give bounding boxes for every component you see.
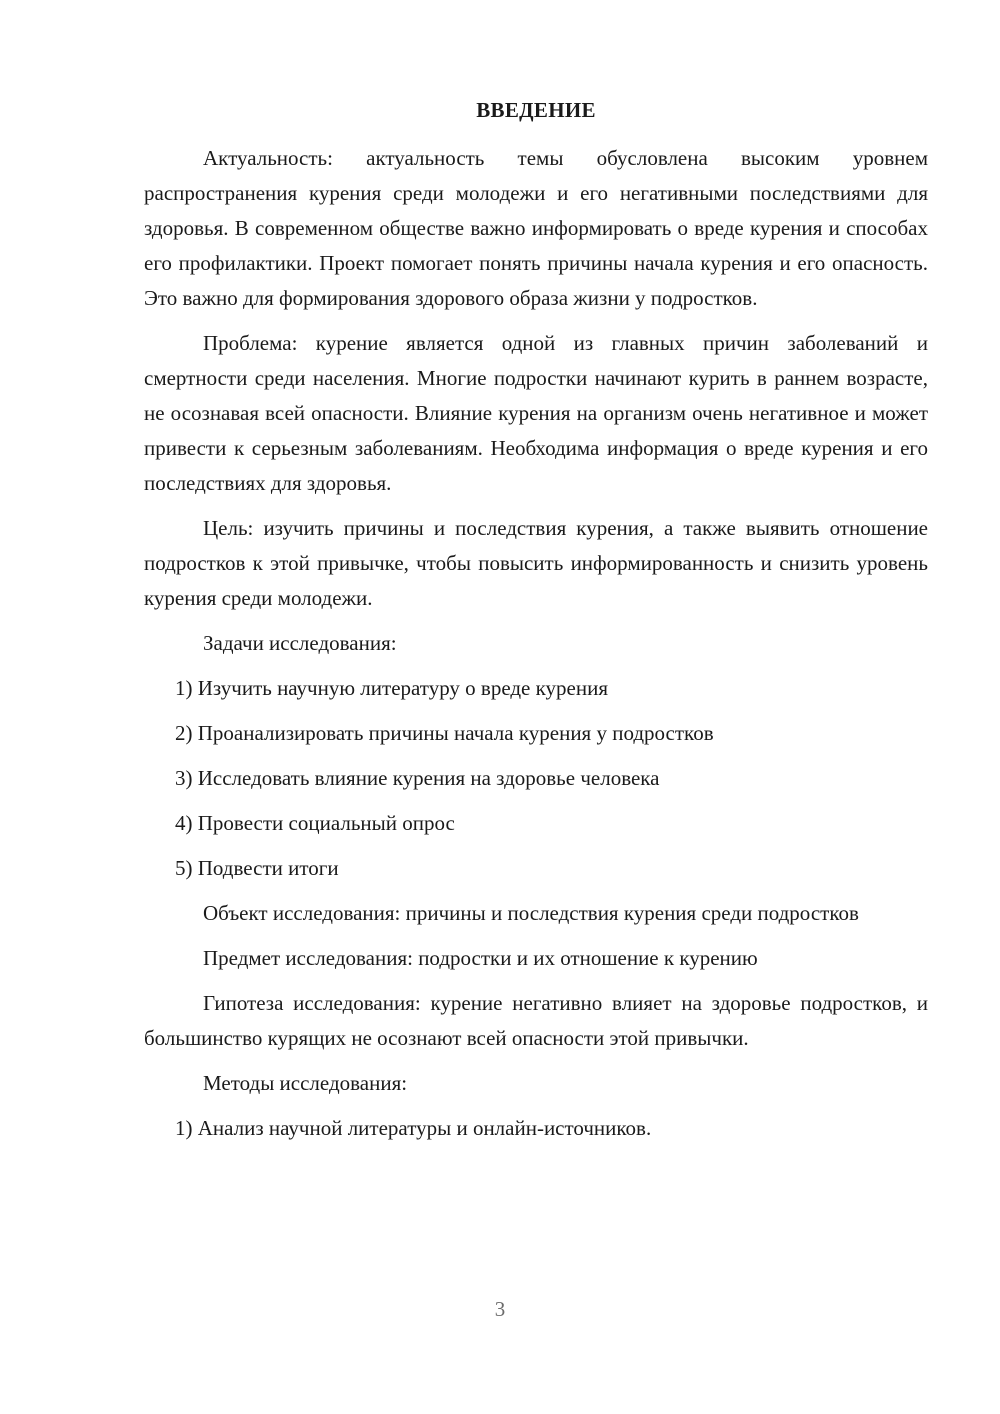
- problem-paragraph: Проблема: курение является одной из главных причин заболеваний и смертности среди населения. Многие подростки начинают курить в раннем возрасте, не осознавая всей опасности. Влияние курения на организм очень негативное и может привести к серьезным заболеваниям. Необходима информация о вреде курения и его последствиях для здоровья.: [144, 331, 928, 495]
- relevance-paragraph: Актуальность: актуальность темы обусловлена высоким уровнем распространения курения среди молодежи и его негативными последствиями для здоровья. В современном обществе важно информировать о вреде курения и способах его профилактики. Проект помогает понять причины начала курения и его опасность. Это важно для формирования здорового образа жизни у подростков.: [144, 146, 928, 310]
- tasks-list: [144, 671, 928, 886]
- goal-paragraph: Цель: изучить причины и последствия курения, а также выявить отношение подростков к этой привычке, чтобы повысить информированность и снизить уровень курения среди молодежи.: [144, 516, 928, 610]
- tasks-heading: Задачи исследования:: [203, 631, 397, 655]
- page-number: 3: [494, 1297, 506, 1321]
- methods-heading: Методы исследования:: [203, 1071, 408, 1095]
- list-item: 5) Подвести итоги: [175, 856, 339, 880]
- list-item: 2) Проанализировать причины начала курения у подростков: [175, 721, 714, 745]
- object-paragraph: Объект исследования: причины и последствия курения среди подростков: [203, 901, 859, 925]
- list-item: 1) Изучить научную литературу о вреде курения: [175, 676, 608, 700]
- methods-list: [144, 1111, 928, 1146]
- document-page: [144, 95, 928, 1156]
- list-item: 4) Провести социальный опрос: [175, 811, 455, 835]
- subject-paragraph: Предмет исследования: подростки и их отношение к курению: [203, 946, 758, 970]
- page-title: ВВЕДЕНИЕ: [476, 98, 596, 122]
- list-item: 1) Анализ научной литературы и онлайн-источников.: [175, 1116, 652, 1140]
- hypothesis-paragraph: Гипотеза исследования: курение негативно влияет на здоровье подростков, и большинство курящих не осознают всей опасности этой привычки.: [144, 991, 928, 1050]
- list-item: 3) Исследовать влияние курения на здоровье человека: [175, 766, 660, 790]
